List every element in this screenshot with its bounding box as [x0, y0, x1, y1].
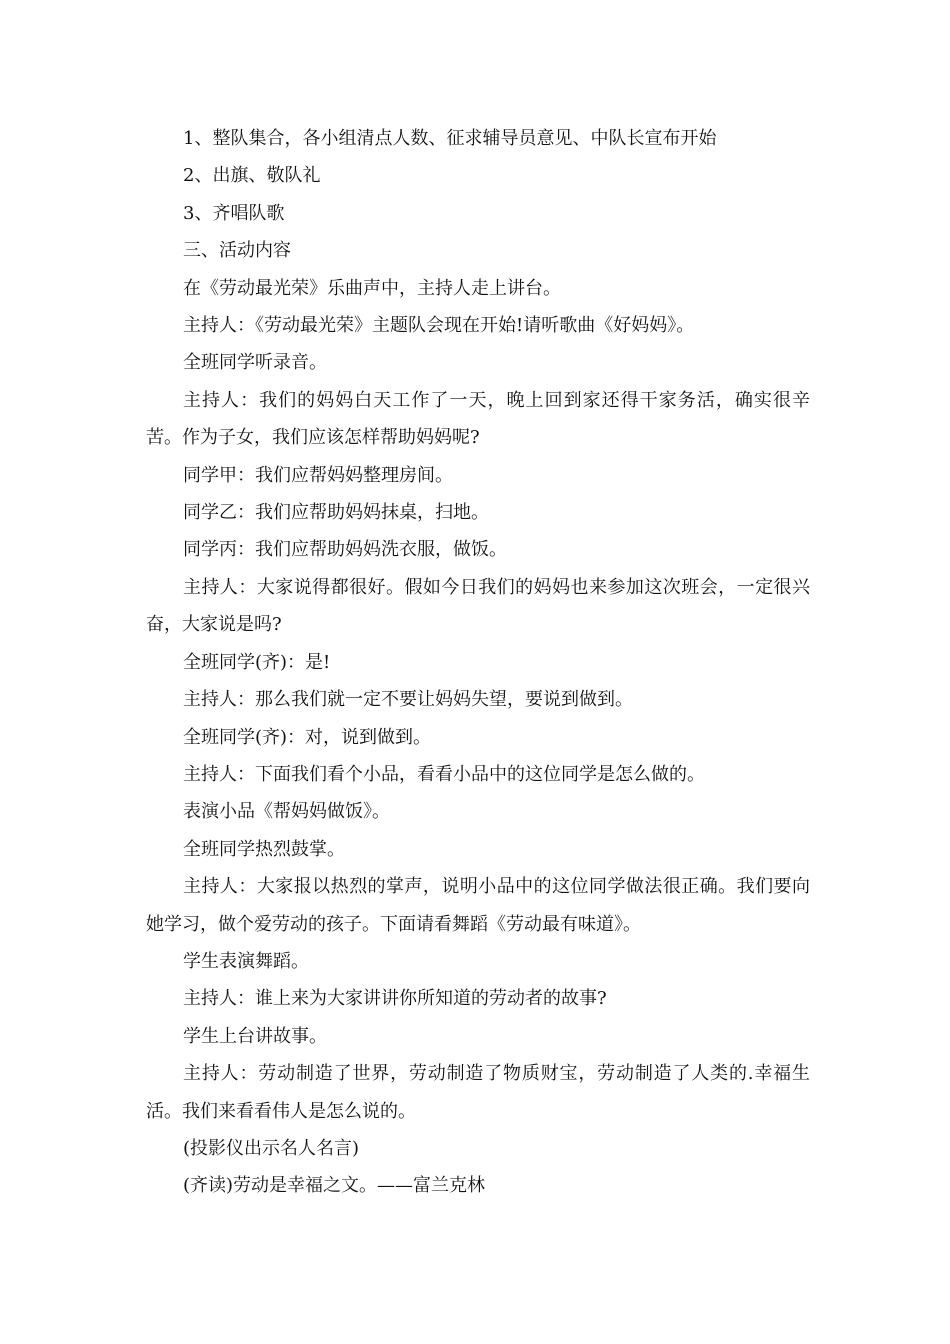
- paragraph: 主持人：大家报以热烈的掌声，说明小品中的这位同学做法很正确。我们要向她学习，做个爱劳动的孩子。下面请看舞蹈《劳动最有味道》。: [146, 876, 810, 935]
- paragraph: 主持人：下面我们看个小品，看看小品中的这位同学是怎么做的。: [183, 763, 705, 785]
- paragraph: 全班同学(齐)：是!: [183, 651, 331, 673]
- step-anthem: 3、齐唱队歌: [183, 202, 285, 224]
- paragraph: 主持人：大家说得都很好。假如今日我们的妈妈也来参加这次班会，一定很兴奋，大家说是吗?: [146, 576, 810, 636]
- paragraph: 主持人：谁上来为大家讲讲你所知道的劳动者的故事?: [183, 988, 607, 1010]
- paragraph: 在《劳动最光荣》乐曲声中，主持人走上讲台。: [183, 277, 561, 299]
- paragraph: 全班同学听录音。: [183, 352, 327, 374]
- paragraph: 主持人：劳动制造了世界，劳动制造了物质财宝，劳动制造了人类的.幸福生活。我们来看看伟人是怎么说的。: [146, 1063, 810, 1122]
- step-flag: 2、出旗、敬队礼: [183, 165, 321, 187]
- paragraph: 同学甲：我们应帮妈妈整理房间。: [183, 464, 453, 486]
- section-heading: 三、活动内容: [183, 240, 291, 262]
- quote-paragraph: (齐读)劳动是幸福之文。——富兰克林: [183, 1175, 486, 1197]
- paragraph: 同学丙：我们应帮助妈妈洗衣服，做饭。: [183, 539, 507, 561]
- document-page: [146, 120, 810, 1205]
- paragraph: 表演小品《帮妈妈做饭》。: [183, 801, 390, 823]
- paragraph: 同学乙：我们应帮助妈妈抹桌，扫地。: [183, 502, 489, 524]
- paragraph: 学生表演舞蹈。: [183, 950, 309, 972]
- paragraph: 主持人：那么我们就一定不要让妈妈失望，要说到做到。: [183, 689, 633, 711]
- paragraph: 全班同学热烈鼓掌。: [183, 838, 345, 860]
- step-assembly: 1、整队集合，各小组清点人数、征求辅导员意见、中队长宣布开始: [183, 128, 717, 149]
- paragraph: 学生上台讲故事。: [183, 1025, 327, 1047]
- paragraph: (投影仪出示名人名言): [183, 1137, 360, 1159]
- paragraph: 主持人：我们的妈妈白天工作了一天，晚上回到家还得干家务活，确实很辛苦。作为子女，我们应该怎样帮助妈妈呢?: [146, 389, 810, 449]
- paragraph: 全班同学(齐)：对，说到做到。: [183, 726, 432, 748]
- paragraph: 主持人：《劳动最光荣》主题队会现在开始!请听歌曲《好妈妈》。: [183, 315, 695, 337]
